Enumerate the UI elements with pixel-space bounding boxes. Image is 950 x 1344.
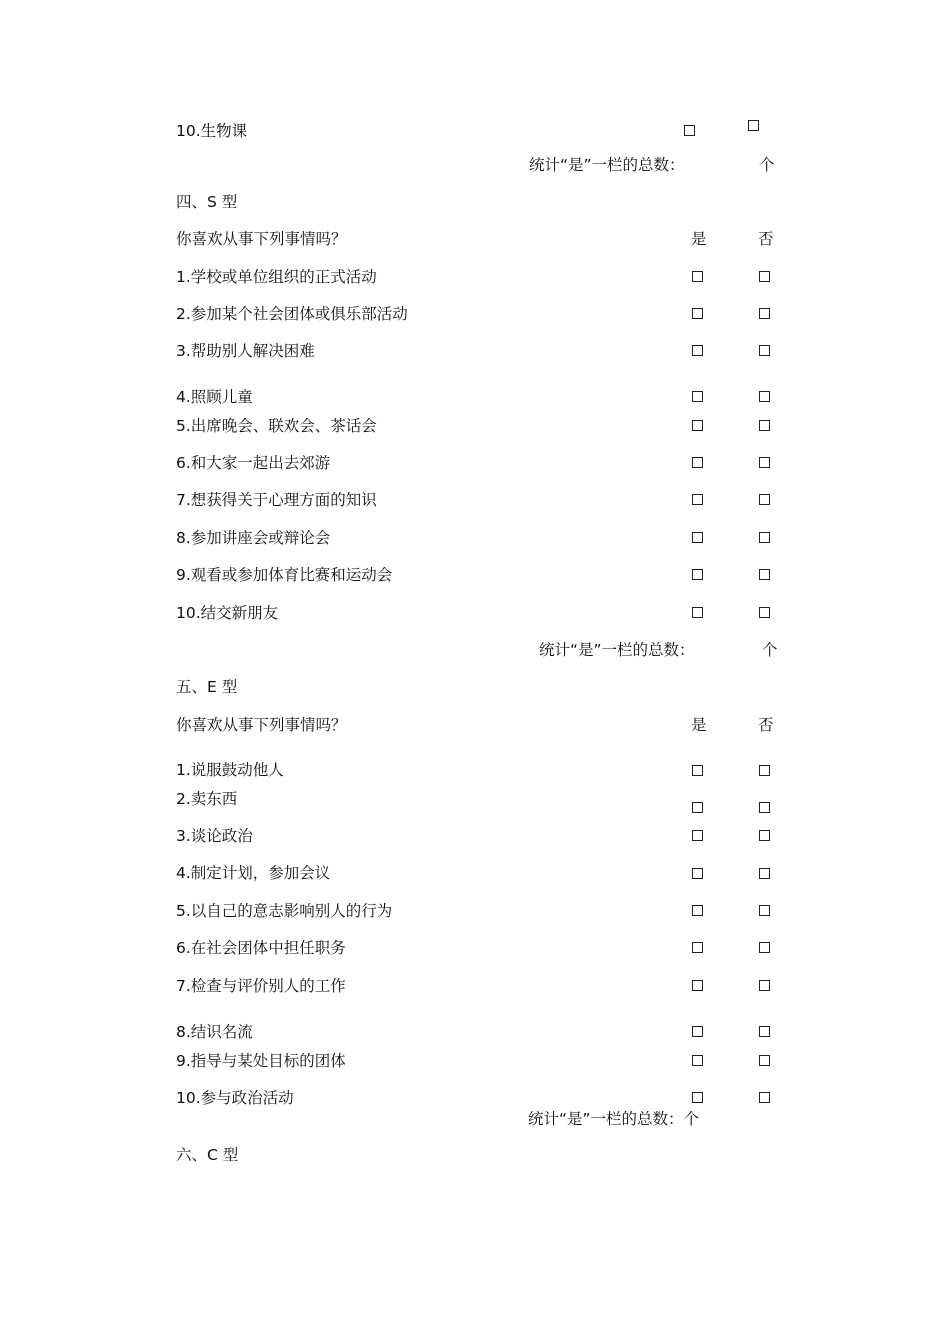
- e-item-1-yes-checkbox[interactable]: [692, 765, 703, 776]
- s-item-2-yes-checkbox[interactable]: [692, 308, 703, 319]
- s-item-4-no-checkbox[interactable]: [759, 391, 770, 402]
- e-item-9-label: 9.指导与某处目标的团体: [176, 1052, 346, 1070]
- e-total-label: 统计“是”一栏的总数：个: [528, 1110, 700, 1128]
- s-item-8-no-checkbox[interactable]: [759, 532, 770, 543]
- e-item-7-yes-checkbox[interactable]: [692, 980, 703, 991]
- s-item-1-no-checkbox[interactable]: [759, 271, 770, 282]
- e-item-3-no-checkbox[interactable]: [759, 830, 770, 841]
- s-item-3-no-checkbox[interactable]: [759, 345, 770, 356]
- e-item-6-label: 6.在社会团体中担任职务: [176, 939, 346, 957]
- e-item-8-label: 8.结识名流: [176, 1023, 253, 1041]
- s-item-10-yes-checkbox[interactable]: [692, 607, 703, 618]
- e-item-10-no-checkbox[interactable]: [759, 1092, 770, 1103]
- e-item-9-yes-checkbox[interactable]: [692, 1055, 703, 1066]
- r-item-10-label: 10.生物课: [176, 122, 248, 140]
- s-item-5-yes-checkbox[interactable]: [692, 420, 703, 431]
- c-section-heading: 六、C 型: [176, 1146, 239, 1164]
- s-item-8-yes-checkbox[interactable]: [692, 532, 703, 543]
- s-item-7-yes-checkbox[interactable]: [692, 494, 703, 505]
- e-item-6-yes-checkbox[interactable]: [692, 942, 703, 953]
- s-item-1-label: 1.学校或单位组织的正式活动: [176, 268, 377, 286]
- e-yes-header: 是: [691, 716, 707, 734]
- s-total-label: 统计“是”一栏的总数：: [539, 641, 695, 659]
- e-section-heading: 五、E 型: [176, 678, 238, 696]
- e-item-4-label: 4.制定计划，参加会议: [176, 864, 331, 882]
- e-item-2-label: 2.卖东西: [176, 790, 238, 808]
- s-item-10-label: 10.结交新朋友: [176, 604, 279, 622]
- s-section-heading: 四、S 型: [176, 193, 238, 211]
- s-item-4-yes-checkbox[interactable]: [692, 391, 703, 402]
- e-item-10-yes-checkbox[interactable]: [692, 1092, 703, 1103]
- s-item-3-label: 3.帮助别人解决困难: [176, 342, 315, 360]
- e-item-1-no-checkbox[interactable]: [759, 765, 770, 776]
- e-item-9-no-checkbox[interactable]: [759, 1055, 770, 1066]
- s-item-6-label: 6.和大家一起出去郊游: [176, 454, 331, 472]
- e-item-8-yes-checkbox[interactable]: [692, 1026, 703, 1037]
- s-item-5-label: 5.出席晚会、联欢会、茶话会: [176, 417, 377, 435]
- r-total-label: 统计“是”一栏的总数：: [529, 156, 685, 174]
- s-no-header: 否: [758, 230, 774, 248]
- s-item-9-label: 9.观看或参加体育比赛和运动会: [176, 566, 393, 584]
- s-item-10-no-checkbox[interactable]: [759, 607, 770, 618]
- e-item-5-yes-checkbox[interactable]: [692, 905, 703, 916]
- s-item-3-yes-checkbox[interactable]: [692, 345, 703, 356]
- s-item-7-no-checkbox[interactable]: [759, 494, 770, 505]
- e-item-1-label: 1.说服鼓动他人: [176, 761, 284, 779]
- r-item-10-no-checkbox[interactable]: [748, 120, 759, 131]
- r-item-10-yes-checkbox[interactable]: [684, 125, 695, 136]
- e-item-4-no-checkbox[interactable]: [759, 868, 770, 879]
- e-item-5-label: 5.以自己的意志影响别人的行为: [176, 902, 393, 920]
- s-total-unit: 个: [762, 641, 778, 659]
- s-item-6-yes-checkbox[interactable]: [692, 457, 703, 468]
- s-yes-header: 是: [691, 230, 707, 248]
- s-item-8-label: 8.参加讲座会或辩论会: [176, 529, 331, 547]
- s-item-7-label: 7.想获得关于心理方面的知识: [176, 491, 377, 509]
- e-item-7-label: 7.检查与评价别人的工作: [176, 977, 346, 995]
- e-item-10-label: 10.参与政治活动: [176, 1089, 294, 1107]
- e-item-7-no-checkbox[interactable]: [759, 980, 770, 991]
- e-item-3-label: 3.谈论政治: [176, 827, 253, 845]
- s-item-5-no-checkbox[interactable]: [759, 420, 770, 431]
- e-item-4-yes-checkbox[interactable]: [692, 868, 703, 879]
- s-item-9-yes-checkbox[interactable]: [692, 569, 703, 580]
- r-total-unit: 个: [759, 156, 775, 174]
- e-item-8-no-checkbox[interactable]: [759, 1026, 770, 1037]
- s-item-4-label: 4.照顾儿童: [176, 388, 253, 406]
- e-item-2-no-checkbox[interactable]: [759, 802, 770, 813]
- s-item-2-no-checkbox[interactable]: [759, 308, 770, 319]
- s-item-9-no-checkbox[interactable]: [759, 569, 770, 580]
- s-item-1-yes-checkbox[interactable]: [692, 271, 703, 282]
- e-question: 你喜欢从事下列事情吗？: [176, 716, 347, 734]
- s-item-6-no-checkbox[interactable]: [759, 457, 770, 468]
- e-item-6-no-checkbox[interactable]: [759, 942, 770, 953]
- e-item-2-yes-checkbox[interactable]: [692, 802, 703, 813]
- s-item-2-label: 2.参加某个社会团体或俱乐部活动: [176, 305, 408, 323]
- e-no-header: 否: [758, 716, 774, 734]
- e-item-5-no-checkbox[interactable]: [759, 905, 770, 916]
- e-item-3-yes-checkbox[interactable]: [692, 830, 703, 841]
- s-question: 你喜欢从事下列事情吗？: [176, 230, 347, 248]
